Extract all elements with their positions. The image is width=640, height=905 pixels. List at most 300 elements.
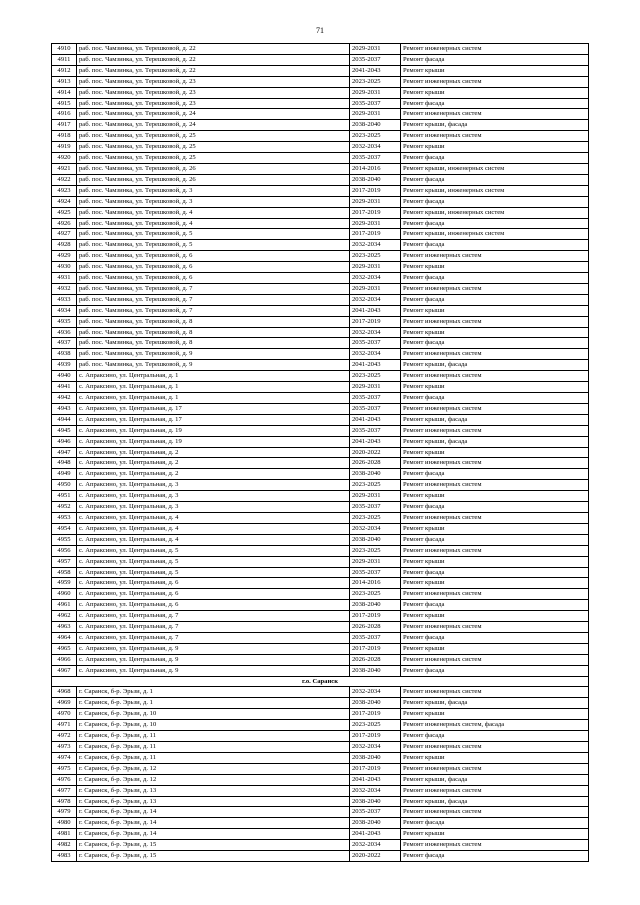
period-cell: 2023-2025 [350, 371, 401, 382]
row-number-cell: 4945 [52, 425, 77, 436]
row-number-cell: 4939 [52, 360, 77, 371]
section-row-group [52, 676, 589, 687]
row-number-cell: 4951 [52, 491, 77, 502]
row-number-cell: 4933 [52, 294, 77, 305]
row-number-cell: 4923 [52, 185, 77, 196]
work-type-cell: Ремонт фасада [401, 393, 589, 404]
address-cell: г. Саранск, б-р. Эрьзи, д. 10 [77, 720, 350, 731]
period-cell: 2032-2034 [350, 840, 401, 851]
work-type-cell: Ремонт крыши [401, 709, 589, 720]
period-cell: 2029-2031 [350, 283, 401, 294]
period-cell: 2029-2031 [350, 87, 401, 98]
address-cell: с. Апраксино, ул. Центральная, д. 1 [77, 382, 350, 393]
table-row [52, 731, 589, 742]
work-type-cell: Ремонт фасада [401, 600, 589, 611]
table-row [52, 65, 589, 76]
address-cell: раб. пос. Чамзинка, ул. Терешковой, д. 23 [77, 76, 350, 87]
period-cell: 2023-2025 [350, 720, 401, 731]
address-cell: раб. пос. Чамзинка, ул. Терешковой, д. 8 [77, 327, 350, 338]
period-cell: 2041-2043 [350, 436, 401, 447]
period-cell: 2023-2025 [350, 589, 401, 600]
row-number-cell: 4949 [52, 469, 77, 480]
row-number-cell: 4947 [52, 447, 77, 458]
row-number-cell: 4920 [52, 153, 77, 164]
work-type-cell: Ремонт крыши, фасада [401, 360, 589, 371]
table-row [52, 840, 589, 851]
address-cell: раб. пос. Чамзинка, ул. Терешковой, д. 5 [77, 240, 350, 251]
table-row [52, 349, 589, 360]
period-cell: 2017-2019 [350, 643, 401, 654]
work-type-cell: Ремонт фасада [401, 632, 589, 643]
work-type-cell: Ремонт инженерных систем [401, 687, 589, 698]
work-type-cell: Ремонт крыши, фасада [401, 414, 589, 425]
work-type-cell: Ремонт инженерных систем [401, 76, 589, 87]
row-number-cell: 4930 [52, 262, 77, 273]
address-cell: раб. пос. Чамзинка, ул. Терешковой, д. 25 [77, 153, 350, 164]
address-cell: раб. пос. Чамзинка, ул. Терешковой, д. 6 [77, 251, 350, 262]
period-cell: 2041-2043 [350, 305, 401, 316]
table-row [52, 425, 589, 436]
period-cell: 2035-2037 [350, 98, 401, 109]
period-cell: 2029-2031 [350, 262, 401, 273]
period-cell: 2032-2034 [350, 687, 401, 698]
row-number-cell: 4927 [52, 229, 77, 240]
work-type-cell: Ремонт крыши [401, 65, 589, 76]
work-type-cell: Ремонт фасада [401, 54, 589, 65]
address-cell: раб. пос. Чамзинка, ул. Терешковой, д. 24 [77, 120, 350, 131]
address-cell: с. Апраксино, ул. Центральная, д. 6 [77, 600, 350, 611]
table-row [52, 163, 589, 174]
address-cell: г. Саранск, б-р. Эрьзи, д. 14 [77, 807, 350, 818]
table-row [52, 578, 589, 589]
address-cell: раб. пос. Чамзинка, ул. Терешковой, д. 22 [77, 65, 350, 76]
row-number-cell: 4944 [52, 414, 77, 425]
address-cell: раб. пос. Чамзинка, ул. Терешковой, д. 7 [77, 305, 350, 316]
table-row [52, 283, 589, 294]
table-body-before [52, 44, 589, 677]
work-type-cell: Ремонт крыши, фасада [401, 436, 589, 447]
address-cell: с. Апраксино, ул. Центральная, д. 2 [77, 469, 350, 480]
table-row [52, 294, 589, 305]
period-cell: 2032-2034 [350, 523, 401, 534]
table-row [52, 120, 589, 131]
address-cell: раб. пос. Чамзинка, ул. Терешковой, д. 24 [77, 109, 350, 120]
table-row [52, 447, 589, 458]
work-type-cell: Ремонт инженерных систем [401, 589, 589, 600]
row-number-cell: 4943 [52, 403, 77, 414]
table-body-after [52, 687, 589, 862]
address-cell: г. Саранск, б-р. Эрьзи, д. 14 [77, 818, 350, 829]
row-number-cell: 4957 [52, 556, 77, 567]
address-cell: с. Апраксино, ул. Центральная, д. 17 [77, 414, 350, 425]
row-number-cell: 4938 [52, 349, 77, 360]
table-row [52, 305, 589, 316]
work-type-cell: Ремонт крыши [401, 327, 589, 338]
period-cell: 2017-2019 [350, 185, 401, 196]
work-type-cell: Ремонт инженерных систем [401, 654, 589, 665]
address-cell: раб. пос. Чамзинка, ул. Терешковой, д. 22 [77, 54, 350, 65]
address-cell: раб. пос. Чамзинка, ул. Терешковой, д. 25 [77, 142, 350, 153]
row-number-cell: 4924 [52, 196, 77, 207]
work-type-cell: Ремонт фасада [401, 273, 589, 284]
work-type-cell: Ремонт фасада [401, 502, 589, 513]
address-cell: г. Саранск, б-р. Эрьзи, д. 13 [77, 796, 350, 807]
table-row [52, 534, 589, 545]
period-cell: 2041-2043 [350, 829, 401, 840]
address-cell: с. Апраксино, ул. Центральная, д. 4 [77, 512, 350, 523]
table-row [52, 643, 589, 654]
row-number-cell: 4962 [52, 611, 77, 622]
period-cell: 2026-2028 [350, 622, 401, 633]
address-cell: с. Апраксино, ул. Центральная, д. 17 [77, 403, 350, 414]
address-cell: г. Саранск, б-р. Эрьзи, д. 10 [77, 709, 350, 720]
row-number-cell: 4937 [52, 338, 77, 349]
address-cell: раб. пос. Чамзинка, ул. Терешковой, д. 4 [77, 218, 350, 229]
row-number-cell: 4977 [52, 785, 77, 796]
address-cell: раб. пос. Чамзинка, ул. Терешковой, д. 8 [77, 338, 350, 349]
address-cell: раб. пос. Чамзинка, ул. Терешковой, д. 26 [77, 163, 350, 174]
period-cell: 2035-2037 [350, 393, 401, 404]
period-cell: 2029-2031 [350, 491, 401, 502]
address-cell: с. Апраксино, ул. Центральная, д. 3 [77, 502, 350, 513]
address-cell: г. Саранск, б-р. Эрьзи, д. 11 [77, 752, 350, 763]
table-row [52, 131, 589, 142]
row-number-cell: 4965 [52, 643, 77, 654]
period-cell: 2029-2031 [350, 556, 401, 567]
address-cell: г. Саранск, б-р. Эрьзи, д. 13 [77, 785, 350, 796]
period-cell: 2029-2031 [350, 196, 401, 207]
table-row [52, 87, 589, 98]
work-type-cell: Ремонт крыши, инженерных систем [401, 229, 589, 240]
work-type-cell: Ремонт фасада [401, 534, 589, 545]
period-cell: 2023-2025 [350, 131, 401, 142]
address-cell: раб. пос. Чамзинка, ул. Терешковой, д. 22 [77, 44, 350, 55]
table-row [52, 600, 589, 611]
row-number-cell: 4968 [52, 687, 77, 698]
table-row [52, 360, 589, 371]
address-cell: г. Саранск, б-р. Эрьзи, д. 11 [77, 731, 350, 742]
table-row [52, 807, 589, 818]
table-row [52, 142, 589, 153]
table-row [52, 371, 589, 382]
period-cell: 2017-2019 [350, 207, 401, 218]
row-number-cell: 4931 [52, 273, 77, 284]
period-cell: 2035-2037 [350, 502, 401, 513]
work-type-cell: Ремонт фасада [401, 196, 589, 207]
period-cell: 2014-2016 [350, 163, 401, 174]
period-cell: 2038-2040 [350, 534, 401, 545]
period-cell: 2032-2034 [350, 327, 401, 338]
row-number-cell: 4982 [52, 840, 77, 851]
period-cell: 2020-2022 [350, 447, 401, 458]
work-type-cell: Ремонт крыши [401, 578, 589, 589]
row-number-cell: 4973 [52, 742, 77, 753]
work-type-cell: Ремонт инженерных систем [401, 109, 589, 120]
row-number-cell: 4961 [52, 600, 77, 611]
period-cell: 2035-2037 [350, 567, 401, 578]
work-type-cell: Ремонт инженерных систем [401, 512, 589, 523]
work-type-cell: Ремонт инженерных систем [401, 480, 589, 491]
work-type-cell: Ремонт инженерных систем [401, 283, 589, 294]
row-number-cell: 4942 [52, 393, 77, 404]
row-number-cell: 4960 [52, 589, 77, 600]
work-type-cell: Ремонт инженерных систем [401, 763, 589, 774]
work-type-cell: Ремонт фасада [401, 731, 589, 742]
work-type-cell: Ремонт фасада [401, 567, 589, 578]
row-number-cell: 4953 [52, 512, 77, 523]
table-row [52, 785, 589, 796]
work-type-cell: Ремонт инженерных систем, фасада [401, 720, 589, 731]
address-cell: раб. пос. Чамзинка, ул. Терешковой, д. 5 [77, 229, 350, 240]
row-number-cell: 4934 [52, 305, 77, 316]
period-cell: 2035-2037 [350, 807, 401, 818]
address-cell: раб. пос. Чамзинка, ул. Терешковой, д. 23 [77, 98, 350, 109]
period-cell: 2032-2034 [350, 294, 401, 305]
table-row [52, 556, 589, 567]
address-cell: раб. пос. Чамзинка, ул. Терешковой, д. 7 [77, 283, 350, 294]
row-number-cell: 4918 [52, 131, 77, 142]
work-type-cell: Ремонт инженерных систем [401, 44, 589, 55]
row-number-cell: 4979 [52, 807, 77, 818]
address-cell: с. Апраксино, ул. Центральная, д. 9 [77, 643, 350, 654]
row-number-cell: 4928 [52, 240, 77, 251]
address-cell: г. Саранск, б-р. Эрьзи, д. 15 [77, 840, 350, 851]
work-type-cell: Ремонт инженерных систем [401, 807, 589, 818]
work-type-cell: Ремонт крыши [401, 829, 589, 840]
row-number-cell: 4978 [52, 796, 77, 807]
period-cell: 2029-2031 [350, 109, 401, 120]
period-cell: 2035-2037 [350, 338, 401, 349]
work-type-cell: Ремонт крыши [401, 556, 589, 567]
work-type-cell: Ремонт крыши [401, 523, 589, 534]
period-cell: 2032-2034 [350, 349, 401, 360]
address-cell: с. Апраксино, ул. Центральная, д. 3 [77, 491, 350, 502]
period-cell: 2041-2043 [350, 414, 401, 425]
period-cell: 2023-2025 [350, 512, 401, 523]
work-type-cell: Ремонт инженерных систем [401, 425, 589, 436]
work-type-cell: Ремонт крыши [401, 305, 589, 316]
period-cell: 2041-2043 [350, 65, 401, 76]
row-number-cell: 4921 [52, 163, 77, 174]
address-cell: г. Саранск, б-р. Эрьзи, д. 1 [77, 698, 350, 709]
row-number-cell: 4955 [52, 534, 77, 545]
table-row [52, 829, 589, 840]
address-cell: с. Апраксино, ул. Центральная, д. 3 [77, 480, 350, 491]
table-row [52, 545, 589, 556]
address-cell: раб. пос. Чамзинка, ул. Терешковой, д. 26 [77, 174, 350, 185]
address-cell: с. Апраксино, ул. Центральная, д. 5 [77, 567, 350, 578]
work-type-cell: Ремонт крыши [401, 491, 589, 502]
address-cell: раб. пос. Чамзинка, ул. Терешковой, д. 8 [77, 316, 350, 327]
work-type-cell: Ремонт инженерных систем [401, 349, 589, 360]
row-number-cell: 4976 [52, 774, 77, 785]
row-number-cell: 4946 [52, 436, 77, 447]
row-number-cell: 4912 [52, 65, 77, 76]
table-row [52, 502, 589, 513]
table-row [52, 687, 589, 698]
work-type-cell: Ремонт крыши, фасада [401, 774, 589, 785]
row-number-cell: 4967 [52, 665, 77, 676]
work-type-cell: Ремонт фасада [401, 665, 589, 676]
row-number-cell: 4911 [52, 54, 77, 65]
table-row [52, 240, 589, 251]
capital-repair-table [51, 43, 589, 862]
table-row [52, 262, 589, 273]
table-row [52, 589, 589, 600]
table-row [52, 153, 589, 164]
address-cell: с. Апраксино, ул. Центральная, д. 7 [77, 611, 350, 622]
table-row [52, 512, 589, 523]
period-cell: 2017-2019 [350, 316, 401, 327]
address-cell: г. Саранск, б-р. Эрьзи, д. 12 [77, 763, 350, 774]
work-type-cell: Ремонт инженерных систем [401, 251, 589, 262]
table-row [52, 851, 589, 862]
period-cell: 2038-2040 [350, 698, 401, 709]
period-cell: 2032-2034 [350, 142, 401, 153]
work-type-cell: Ремонт инженерных систем [401, 403, 589, 414]
address-cell: раб. пос. Чамзинка, ул. Терешковой, д. 4 [77, 207, 350, 218]
row-number-cell: 4983 [52, 851, 77, 862]
table-row [52, 709, 589, 720]
row-number-cell: 4980 [52, 818, 77, 829]
row-number-cell: 4940 [52, 371, 77, 382]
period-cell: 2017-2019 [350, 763, 401, 774]
address-cell: с. Апраксино, ул. Центральная, д. 9 [77, 654, 350, 665]
address-cell: раб. пос. Чамзинка, ул. Терешковой, д. 9 [77, 349, 350, 360]
table-row [52, 54, 589, 65]
work-type-cell: Ремонт инженерных систем [401, 316, 589, 327]
row-number-cell: 4956 [52, 545, 77, 556]
table-row [52, 654, 589, 665]
period-cell: 2038-2040 [350, 796, 401, 807]
period-cell: 2035-2037 [350, 403, 401, 414]
table-row [52, 98, 589, 109]
table-row [52, 622, 589, 633]
row-number-cell: 4935 [52, 316, 77, 327]
table-row [52, 327, 589, 338]
address-cell: раб. пос. Чамзинка, ул. Терешковой, д. 9 [77, 360, 350, 371]
row-number-cell: 4910 [52, 44, 77, 55]
period-cell: 2038-2040 [350, 174, 401, 185]
work-type-cell: Ремонт фасада [401, 153, 589, 164]
table-row [52, 480, 589, 491]
row-number-cell: 4917 [52, 120, 77, 131]
address-cell: с. Апраксино, ул. Центральная, д. 4 [77, 523, 350, 534]
table-row [52, 665, 589, 676]
period-cell: 2038-2040 [350, 752, 401, 763]
table-row [52, 611, 589, 622]
table-row [52, 218, 589, 229]
period-cell: 2035-2037 [350, 54, 401, 65]
table-row [52, 720, 589, 731]
row-number-cell: 4958 [52, 567, 77, 578]
table-row [52, 436, 589, 447]
period-cell: 2038-2040 [350, 665, 401, 676]
row-number-cell: 4915 [52, 98, 77, 109]
period-cell: 2029-2031 [350, 218, 401, 229]
row-number-cell: 4972 [52, 731, 77, 742]
table-row [52, 742, 589, 753]
address-cell: раб. пос. Чамзинка, ул. Терешковой, д. 25 [77, 131, 350, 142]
period-cell: 2023-2025 [350, 480, 401, 491]
row-number-cell: 4964 [52, 632, 77, 643]
work-type-cell: Ремонт фасада [401, 98, 589, 109]
address-cell: раб. пос. Чамзинка, ул. Терешковой, д. 23 [77, 87, 350, 98]
work-type-cell: Ремонт крыши, инженерных систем [401, 207, 589, 218]
work-type-cell: Ремонт фасада [401, 240, 589, 251]
table-row [52, 752, 589, 763]
row-number-cell: 4952 [52, 502, 77, 513]
address-cell: раб. пос. Чамзинка, ул. Терешковой, д. 6 [77, 273, 350, 284]
row-number-cell: 4936 [52, 327, 77, 338]
row-number-cell: 4963 [52, 622, 77, 633]
row-number-cell: 4975 [52, 763, 77, 774]
table-row [52, 796, 589, 807]
address-cell: г. Саранск, б-р. Эрьзи, д. 15 [77, 851, 350, 862]
page-number: 71 [316, 26, 324, 35]
work-type-cell: Ремонт фасада [401, 469, 589, 480]
row-number-cell: 4914 [52, 87, 77, 98]
table-row [52, 469, 589, 480]
address-cell: с. Апраксино, ул. Центральная, д. 6 [77, 589, 350, 600]
row-number-cell: 4970 [52, 709, 77, 720]
row-number-cell: 4916 [52, 109, 77, 120]
work-type-cell: Ремонт инженерных систем [401, 622, 589, 633]
table-row [52, 763, 589, 774]
work-type-cell: Ремонт инженерных систем [401, 545, 589, 556]
address-cell: раб. пос. Чамзинка, ул. Терешковой, д. 7 [77, 294, 350, 305]
table-row [52, 185, 589, 196]
table-row [52, 316, 589, 327]
address-cell: с. Апраксино, ул. Центральная, д. 2 [77, 458, 350, 469]
address-cell: с. Апраксино, ул. Центральная, д. 5 [77, 545, 350, 556]
row-number-cell: 4932 [52, 283, 77, 294]
period-cell: 2038-2040 [350, 469, 401, 480]
address-cell: с. Апраксино, ул. Центральная, д. 19 [77, 425, 350, 436]
period-cell: 2017-2019 [350, 709, 401, 720]
row-number-cell: 4966 [52, 654, 77, 665]
table-row [52, 338, 589, 349]
work-type-cell: Ремонт инженерных систем [401, 742, 589, 753]
table-row [52, 774, 589, 785]
address-cell: с. Апраксино, ул. Центральная, д. 4 [77, 534, 350, 545]
address-cell: с. Апраксино, ул. Центральная, д. 1 [77, 393, 350, 404]
period-cell: 2017-2019 [350, 229, 401, 240]
period-cell: 2038-2040 [350, 600, 401, 611]
address-cell: раб. пос. Чамзинка, ул. Терешковой, д. 3 [77, 185, 350, 196]
table-row [52, 207, 589, 218]
period-cell: 2035-2037 [350, 153, 401, 164]
table-row [52, 393, 589, 404]
period-cell: 2029-2031 [350, 382, 401, 393]
table-row [52, 567, 589, 578]
period-cell: 2038-2040 [350, 818, 401, 829]
table-row [52, 458, 589, 469]
row-number-cell: 4950 [52, 480, 77, 491]
address-cell: с. Апраксино, ул. Центральная, д. 7 [77, 632, 350, 643]
period-cell: 2032-2034 [350, 785, 401, 796]
period-cell: 2020-2022 [350, 851, 401, 862]
work-type-cell: Ремонт инженерных систем [401, 371, 589, 382]
table-row [52, 44, 589, 55]
address-cell: с. Апраксино, ул. Центральная, д. 7 [77, 622, 350, 633]
work-type-cell: Ремонт инженерных систем [401, 840, 589, 851]
row-number-cell: 4954 [52, 523, 77, 534]
work-type-cell: Ремонт крыши [401, 643, 589, 654]
work-type-cell: Ремонт крыши, инженерных систем [401, 163, 589, 174]
period-cell: 2035-2037 [350, 425, 401, 436]
address-cell: с. Апраксино, ул. Центральная, д. 6 [77, 578, 350, 589]
